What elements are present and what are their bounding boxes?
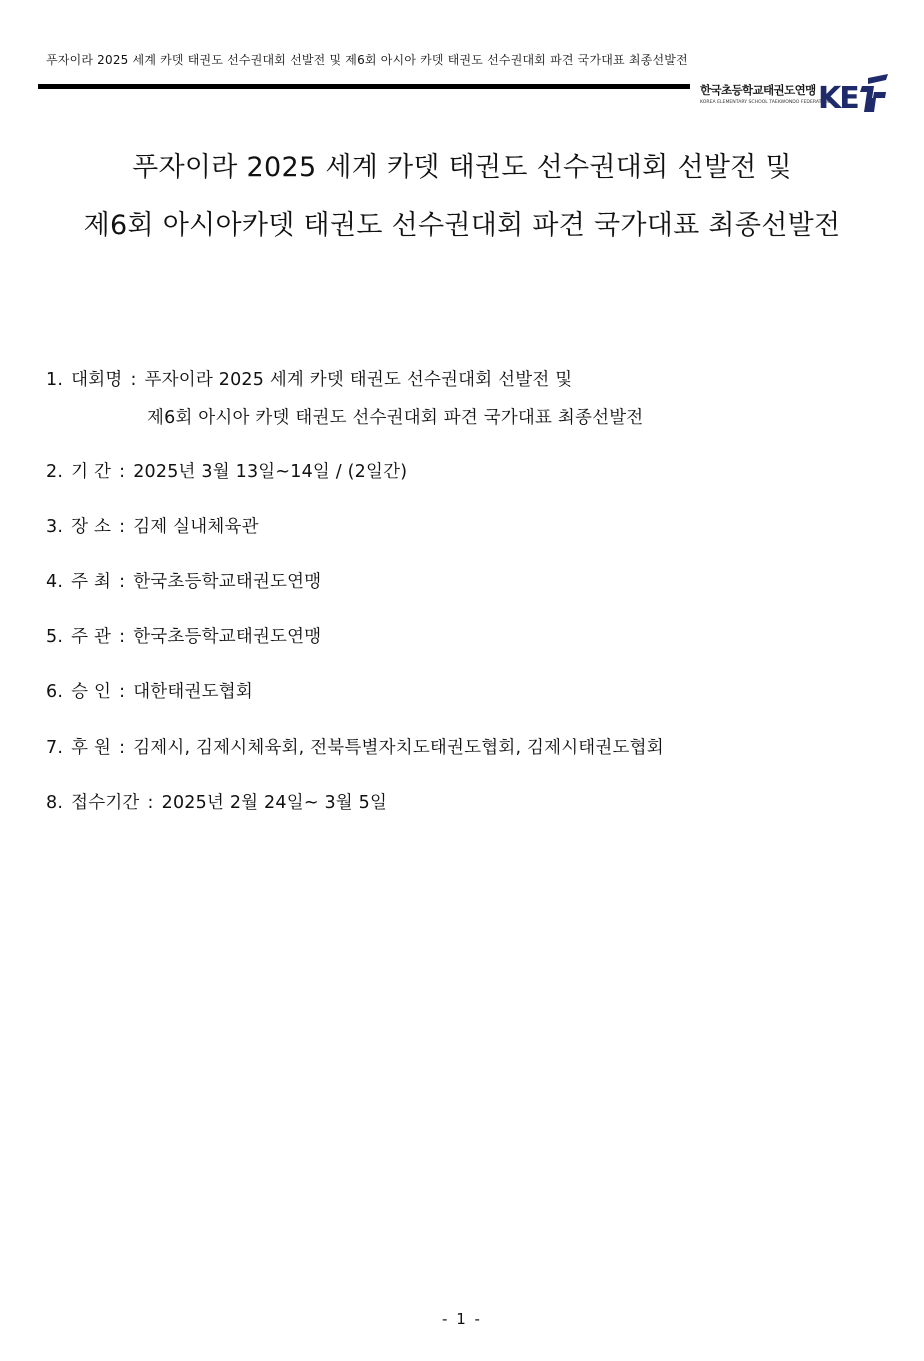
svg-text:KE: KE [818,81,858,116]
item-number: 4. [46,572,64,592]
item-separator: : [119,738,126,758]
item-period [46,458,407,483]
item-value: 한국초등학교태권도연맹 [133,572,322,592]
document-title-line-2: 제6회 아시아카뎃 태권도 선수권대회 파견 국가대표 최종선발전 [83,210,841,241]
item-label: 대회명 [71,370,123,390]
item-label: 주 최 [71,572,112,592]
item-value: 김제 실내체육관 [133,517,259,537]
item-separator: : [119,462,126,482]
item-separator: : [147,793,154,813]
item-value: 푸자이라 2025 세계 카뎃 태권도 선수권대회 선발전 및 [144,370,573,390]
document-title-line-1: 푸자이라 2025 세계 카뎃 태권도 선수권대회 선발전 및 [132,152,792,183]
item-label: 후 원 [71,738,112,758]
item-host [46,568,321,593]
ketf-logo [700,72,890,116]
item-sponsors [46,734,664,759]
item-number: 5. [46,627,64,647]
item-separator: : [119,682,126,702]
item-separator: : [119,572,126,592]
item-number: 8. [46,793,64,813]
item-label: 기 간 [71,462,112,482]
item-label: 승 인 [71,682,112,702]
item-venue [46,513,259,538]
logo-org-english: KOREA ELEMENTARY SCHOOL TAEKWONDO FEDERATION [700,100,830,105]
ketf-logo-mark [818,72,890,116]
item-number: 7. [46,738,64,758]
running-header: 푸자이라 2025 세계 카뎃 태권도 선수권대회 선발전 및 제6회 아시아 카뎃 태권도 선수권대회 파견 국가대표 최종선발전 [46,53,688,67]
item-number: 2. [46,462,64,482]
item-value: 김제시, 김제시체육회, 전북특별자치도태권도협회, 김제시태권도협회 [133,738,664,758]
item-event-name-continued: 제6회 아시아 카뎃 태권도 선수권대회 파견 국가대표 최종선발전 [147,408,644,428]
header-rule [38,84,690,89]
item-separator: : [130,370,137,390]
item-organizer [46,623,321,648]
item-value: 2025년 3월 13일~14일 / (2일간) [133,462,408,482]
item-registration-period [46,789,387,814]
item-value: 2025년 2월 24일~ 3월 5일 [161,793,388,813]
logo-org-korean: 한국초등학교태권도연맹 [700,83,816,97]
item-label: 장 소 [71,517,112,537]
item-separator: : [119,627,126,647]
page-number: - 1 - [442,1310,482,1328]
item-separator: : [119,517,126,537]
item-approval [46,678,253,703]
item-value: 한국초등학교태권도연맹 [133,627,322,647]
item-label: 주 관 [71,627,112,647]
item-number: 6. [46,682,64,702]
item-number: 1. [46,370,64,390]
item-value: 대한태권도협회 [133,682,253,702]
item-label: 접수기간 [71,793,140,813]
item-event-name [46,366,572,391]
item-number: 3. [46,517,64,537]
